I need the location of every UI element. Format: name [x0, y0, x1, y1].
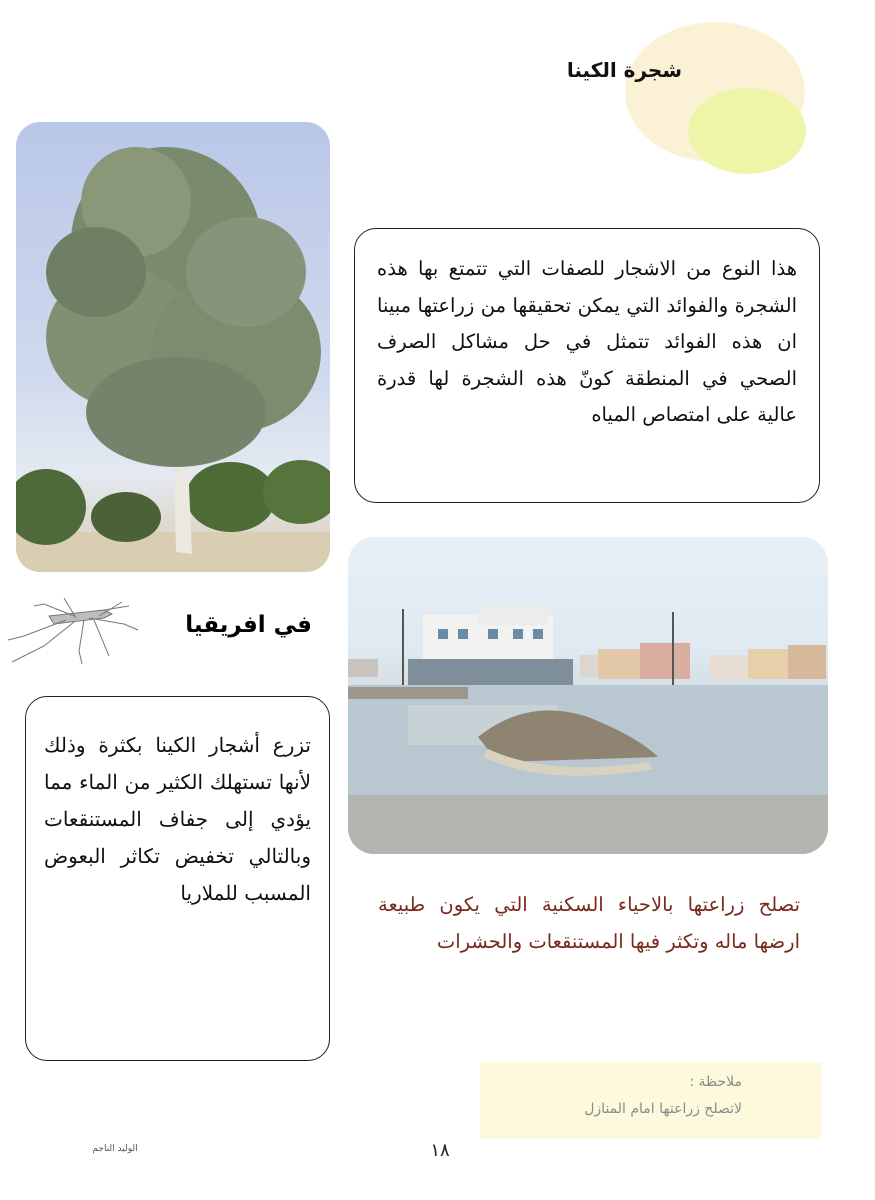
- mosquito-illustration: [4, 596, 144, 666]
- eucalyptus-tree-photo: [16, 122, 330, 572]
- page-title: شجرة الكينا: [566, 58, 682, 82]
- intro-text: هذا النوع من الاشجار للصفات التي تتمتع بها هذه الشجرة والفوائد التي يمكن تحقيقها من زراعتها مبينا ان هذه الفوائد تتمثل في حل مشاكل الصرف الصحي في المنطقة كونّ هذه الشجرة لها قدرة عالية على امتصاص المياه: [377, 257, 797, 426]
- africa-section-title: في افريقيا: [185, 612, 312, 638]
- intro-text-box: [354, 228, 820, 503]
- note-box: [480, 1062, 822, 1139]
- decorative-circle-lime: [688, 88, 806, 174]
- note-text: لاتصلح زراعتها امام المنازل: [584, 1101, 742, 1117]
- africa-text-box: [25, 696, 330, 1061]
- page-number: ١٨: [430, 1140, 450, 1161]
- africa-text: تزرع أشجار الكينا بكثرة وذلك لأنها تستهلك الكثير من الماء مما يؤدي إلى جفاف المستنقعات وبالتالي تخفيض تكاثر البعوض المسبب للملاريا: [44, 733, 311, 905]
- author-signature: الوليد الناجم: [92, 1144, 138, 1154]
- flooded-neighborhood-photo: [348, 537, 828, 854]
- suitability-text: تصلح زراعتها بالاحياء السكنية التي يكون طبيعة ارضها ماله وتكثر فيها المستنقعات والحشرات: [378, 893, 800, 953]
- note-label: ملاحظة :: [689, 1074, 742, 1090]
